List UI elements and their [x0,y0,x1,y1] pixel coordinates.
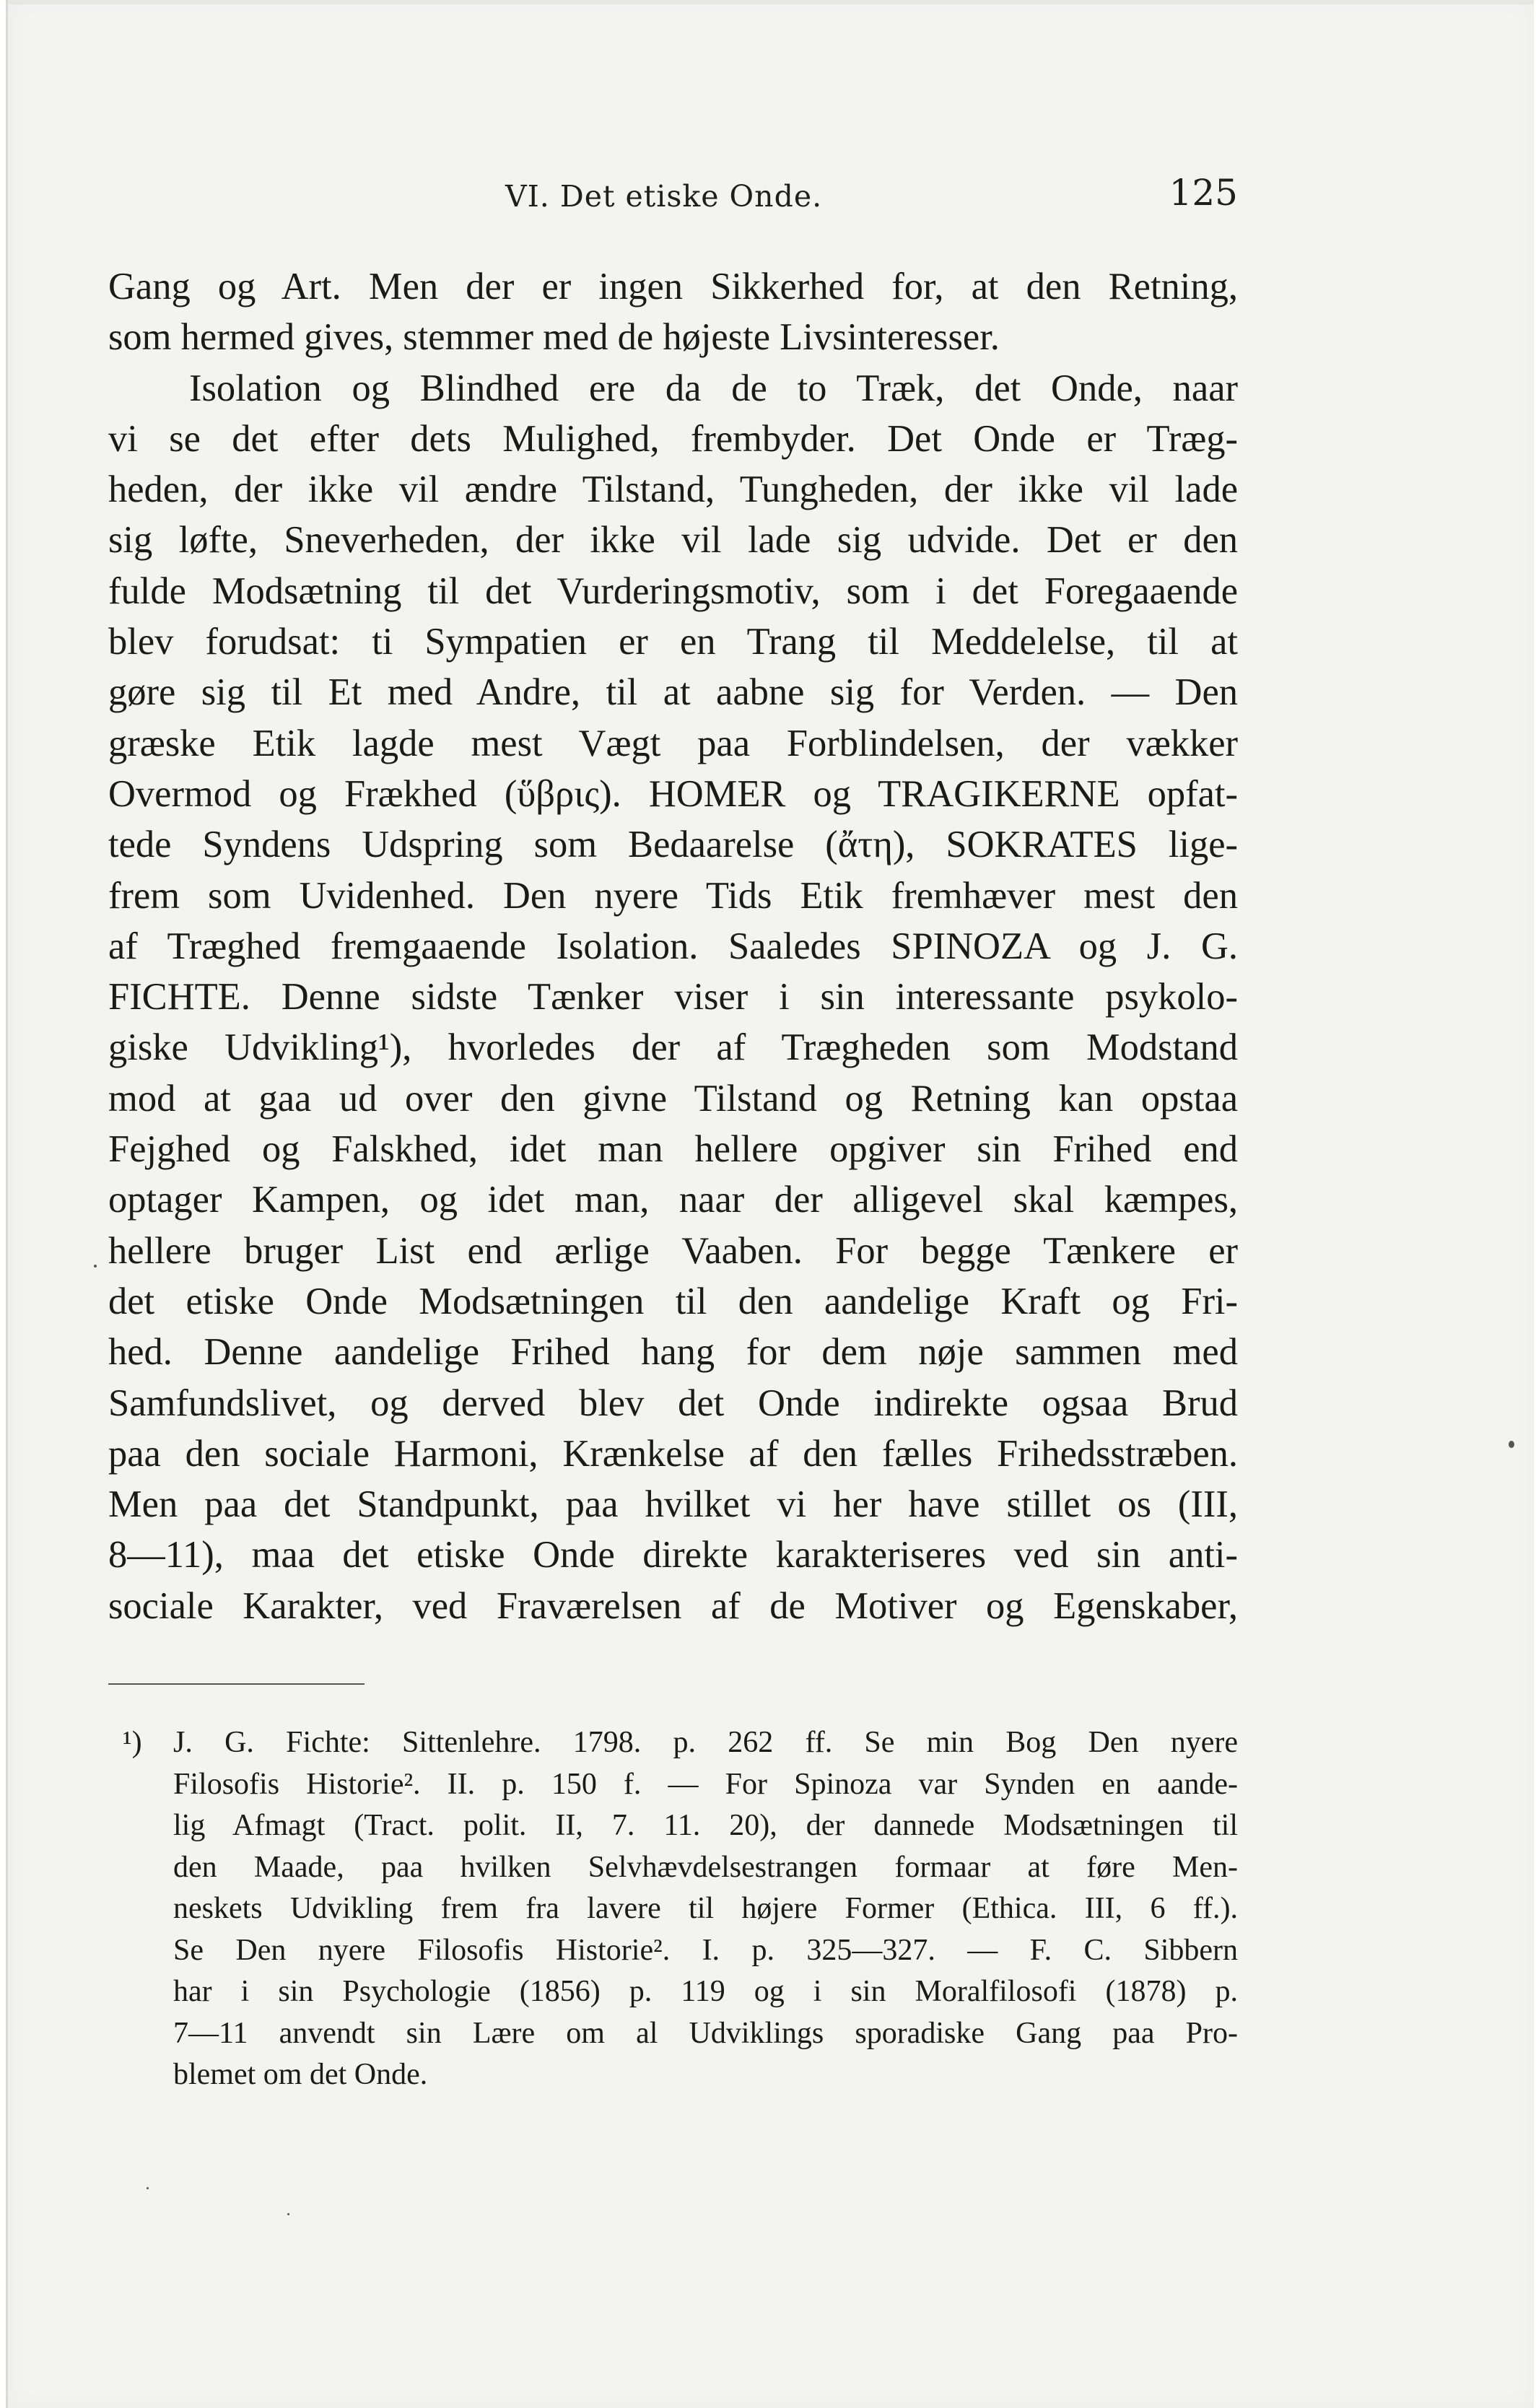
text-line: sig løfte, Sneverheden, der ikke vil lade sig udvide. Det er den [108,519,1238,562]
running-title: VI. Det etiske Onde. [505,179,823,214]
text-line: Isolation og Blindhed ere da de to Træk, det Onde, naar [189,367,1238,409]
footnote-marker: ¹) [123,1726,142,1759]
footnote-line: Filosofis Historie². II. p. 150 f. — For Spinoza var Synden en aande- [173,1767,1238,1801]
footnote-rule [108,1683,365,1685]
footnote-line: 7—11 anvendt sin Lære om al Udviklings sporadiske Gang paa Pro- [173,2016,1238,2050]
footnote-body [173,1722,1238,2096]
footnote-line: har i sin Psychologie (1856) p. 119 og i sin Moralfilosofi (1878) p. [173,1975,1238,2008]
text-line: gøre sig til Et med Andre, til at aabne sig for Verden. — Den [108,671,1238,714]
text-line: fulde Modsætning til det Vurderingsmotiv, som i det Foregaaende [108,570,1238,612]
text-line: sociale Karakter, ved Fraværelsen af de Motiver og Egenskaber, [108,1584,1238,1627]
scan-speck [147,2187,149,2189]
scan-speck [287,2213,289,2215]
text-line: giske Udvikling¹), hvorledes der af Trægheden som Modstand [108,1026,1238,1069]
text-line: Samfundslivet, og derved blev det Onde indirekte ogsaa Brud [108,1382,1238,1424]
text-line: det etiske Onde Modsætningen til den aandelige Kraft og Fri- [108,1280,1238,1322]
text-line: optager Kampen, og idet man, naar der alligevel skal kæmpes, [108,1179,1238,1221]
page-edge [8,0,1534,4]
text-line: frem som Uvidenhed. Den nyere Tids Etik fremhæver mest den [108,874,1238,917]
text-line: hellere bruger List end ærlige Vaaben. For begge Tænkere er [108,1229,1238,1272]
text-line: heden, der ikke vil ændre Tilstand, Tungheden, der ikke vil lade [108,468,1238,511]
text-line: vi se det efter dets Mulighed, frembyder. Det Onde er Træg- [108,417,1238,460]
text-line: af Træghed fremgaaende Isolation. Saaledes SPINOZA og J. G. [108,925,1238,967]
text-line: paa den sociale Harmoni, Krænkelse af den fælles Frihedsstræben. [108,1432,1238,1475]
footnote-line: Se Den nyere Filosofis Historie². I. p. 325—327. — F. C. Sibbern [173,1933,1238,1967]
main-text [108,261,1238,1631]
text-line: 8—11), maa det etiske Onde direkte karakteriseres ved sin anti- [108,1534,1238,1576]
page-number: 125 [1169,172,1238,214]
text-line: blev forudsat: ti Sympatien er en Trang til Meddelelse, til at [108,621,1238,663]
running-header [108,172,1238,222]
text-line: som hermed gives, stemmer med de højeste Livsinteresser. [108,316,1000,359]
text-line: Men paa det Standpunkt, paa hvilket vi her have stillet os (III, [108,1483,1238,1526]
text-line: Overmod og Frækhed (ὕβρις). HOMER og TRAGIKERNE opfat- [108,772,1238,815]
text-line: mod at gaa ud over den givne Tilstand og Retning kan opstaa [108,1077,1238,1120]
text-line: tede Syndens Udspring som Bedaarelse (ἄτη), SOKRATES lige- [108,824,1238,866]
footnote-line: J. G. Fichte: Sittenlehre. 1798. p. 262 ff. Se min Bog Den nyere [173,1726,1238,1759]
scan-speck [94,1265,97,1268]
text-line: FICHTE. Denne sidste Tænker viser i sin interessante psykolo- [108,976,1238,1018]
footnote-line: blemet om det Onde. [173,2058,428,2091]
text-line: Gang og Art. Men der er ingen Sikkerhed for, at den Retning, [108,266,1238,307]
text-line: Fejghed og Falskhed, idet man hellere opgiver sin Frihed end [108,1128,1238,1171]
margin-mark [1509,1441,1514,1448]
text-line: græske Etik lagde mest Vægt paa Forblindelsen, der vækker [108,722,1238,764]
footnote-line: den Maade, paa hvilken Selvhævdelsestrangen formaar at føre Men- [173,1850,1238,1884]
footnote-line: neskets Udvikling frem fra lavere til højere Former (Ethica. III, 6 ff.). [173,1892,1238,1925]
footnote-line: lig Afmagt (Tract. polit. II, 7. 11. 20), der dannede Modsætningen til [173,1809,1238,1842]
text-line: hed. Denne aandelige Frihed hang for dem nøje sammen med [108,1331,1238,1374]
